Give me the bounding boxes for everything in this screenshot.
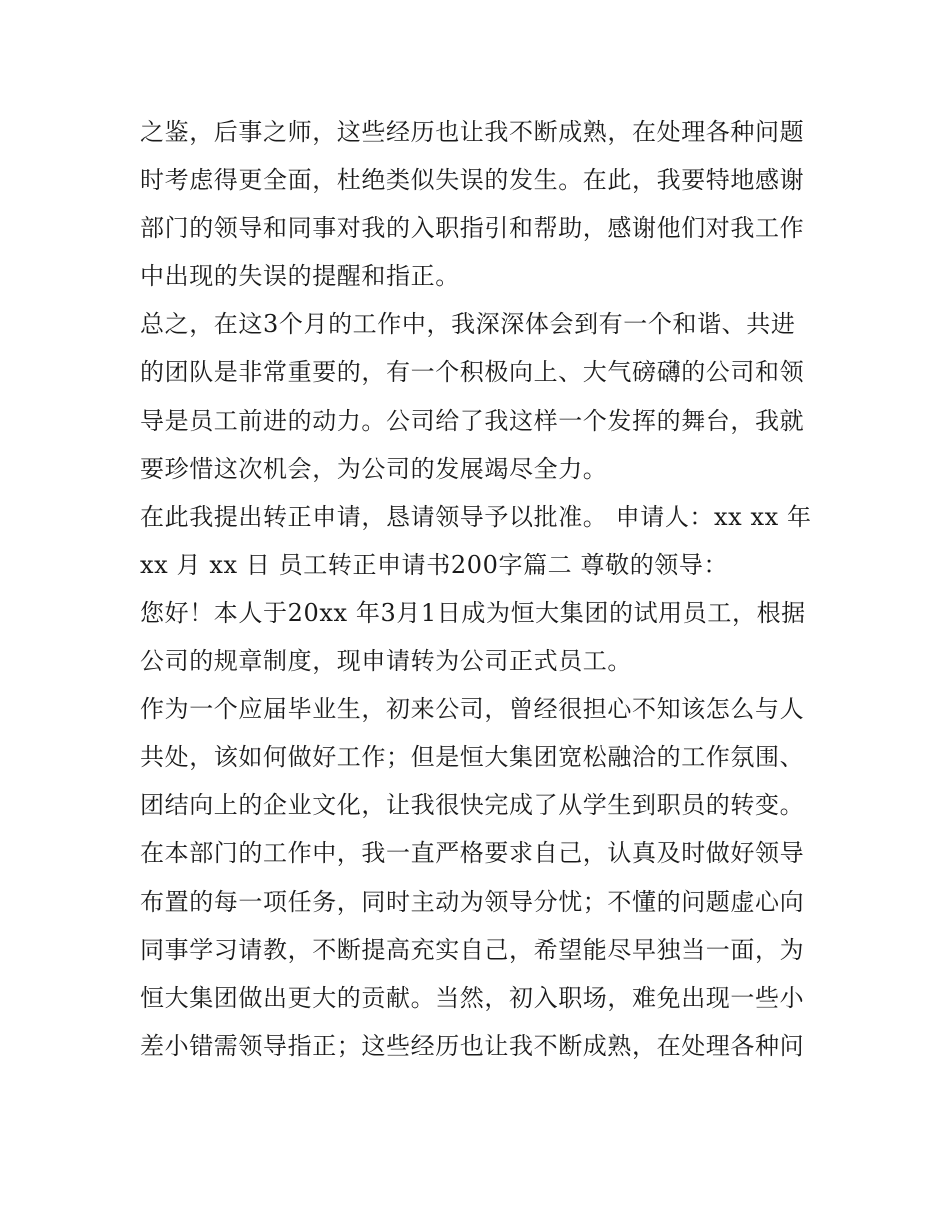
text-line: 时考虑得更全面，杜绝类似失误的发生。在此，我要特地感谢: [140, 166, 805, 195]
text-line: 同事学习请教，不断提高充实自己，希望能尽早独当一面，为: [140, 935, 805, 964]
text-line: 在本部门的工作中，我一直严格要求自己，认真及时做好领导: [140, 839, 805, 868]
text-line: 之鉴，后事之师，这些经历也让我不断成熟，在处理各种问题: [140, 118, 805, 146]
document-body: [140, 108, 812, 1070]
text-line: 的团队是非常重要的，有一个积极向上、大气磅礴的公司和领: [140, 358, 805, 387]
text-line: 公司的规章制度，现申请转为公司正式员工。: [140, 647, 632, 676]
text-line: 共处，该如何做好工作；但是恒大集团宽松融洽的工作氛围、: [140, 743, 805, 772]
text-line: 恒大集团做出更大的贡献。当然，初入职场，难免出现一些小: [140, 983, 805, 1012]
text-line: 团结向上的企业文化，让我很快完成了从学生到职员的转变。: [140, 791, 805, 820]
text-line: 作为一个应届毕业生，初来公司，曾经很担心不知该怎么与人: [140, 695, 805, 724]
text-line: 在此我提出转正申请，恳请领导予以批准。 申请人：xx xx 年: [140, 502, 812, 531]
text-line: 布置的每一项任务，同时主动为领导分忧；不懂的问题虚心向: [140, 887, 805, 916]
text-line: 部门的领导和同事对我的入职指引和帮助，感谢他们对我工作: [140, 214, 805, 243]
text-line: xx 月 xx 日 员工转正申请书200字篇二 尊敬的领导：: [140, 550, 729, 579]
text-line: 导是员工前进的动力。公司给了我这样一个发挥的舞台，我就: [140, 406, 805, 435]
text-line: 要珍惜这次机会，为公司的发展竭尽全力。: [140, 454, 608, 483]
text-line: 差小错需领导指正；这些经历也让我不断成熟，在处理各种问: [140, 1031, 805, 1060]
text-line: 总之，在这3个月的工作中，我深深体会到有一个和谐、共进: [140, 310, 796, 339]
text-line: 您好！本人于20xx 年3月1日成为恒大集团的试用员工，根据: [140, 598, 806, 627]
text-line: 中出现的失误的提醒和指正。: [140, 262, 460, 291]
